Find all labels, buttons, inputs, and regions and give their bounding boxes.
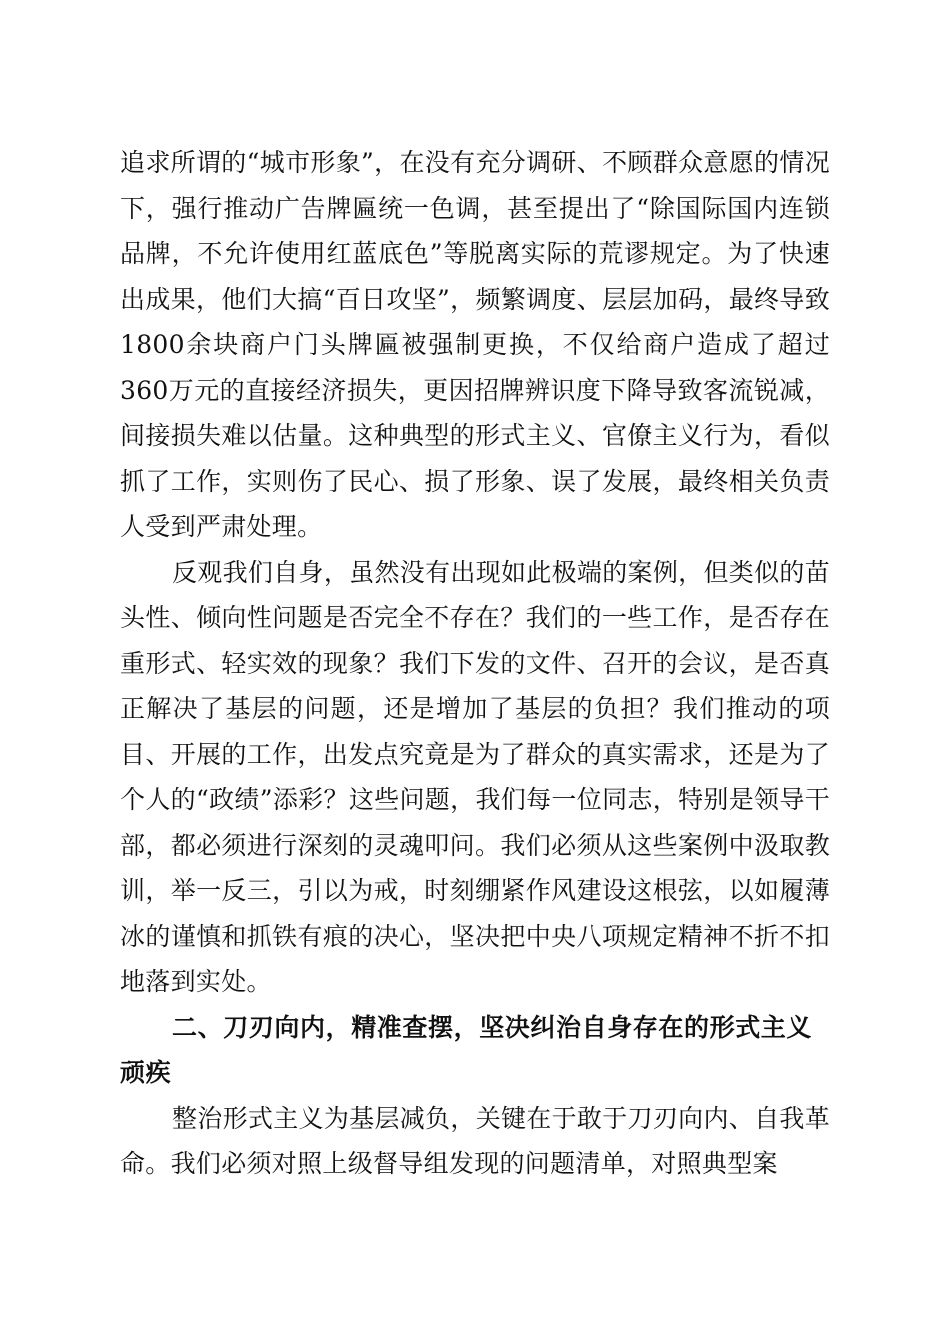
paragraph-self-reflection: 反观我们自身，虽然没有出现如此极端的案例，但类似的苗头性、倾向性问题是否完全不存在？我们的一些工作，是否存在重形式、轻实效的现象？我们下发的文件、召开的会议，是否真正解决了基层的问题，还是增加了基层的负担？我们推动的项目、开展的工作，出发点究竟是为了群众的真实需求，还是为了个人的“政绩”添彩？这些问题，我们每一位同志，特别是领导干部，都必须进行深刻的灵魂叩问。我们必须从这些案例中汲取教训，举一反三，引以为戒，时刻绷紧作风建设这根弦，以如履薄冰的谨慎和抓铁有痕的决心，坚决把中央八项规定精神不折不扣地落到实处。 <box>120 557 830 996</box>
paragraph-section-intro: 整治形式主义为基层减负，关键在于敢于刀刃向内、自我革命。我们必须对照上级督导组发现的问题清单，对照典型案 <box>120 1103 830 1178</box>
document-body <box>120 140 830 1187</box>
paragraph-continuation: 追求所谓的“城市形象”，在没有充分调研、不顾群众意愿的情况下，强行推动广告牌匾统一色调，甚至提出了“除国际国内连锁品牌，不允许使用红蓝底色”等脱离实际的荒谬规定。为了快速出成果，他们大搞“百日攻坚”，频繁调度、层层加码，最终导致1800余块商户门头牌匾被强制更换，不仅给商户造成了超过360万元的直接经济损失，更因招牌辨识度下降导致客流锐减，间接损失难以估量。这种典型的形式主义、官僚主义行为，看似抓了工作，实则伤了民心、损了形象、误了发展，最终相关负责人受到严肃处理。 <box>120 148 830 541</box>
section-heading: 二、刀刃向内，精准查摆，坚决纠治自身存在的形式主义顽疾 <box>120 1012 813 1087</box>
